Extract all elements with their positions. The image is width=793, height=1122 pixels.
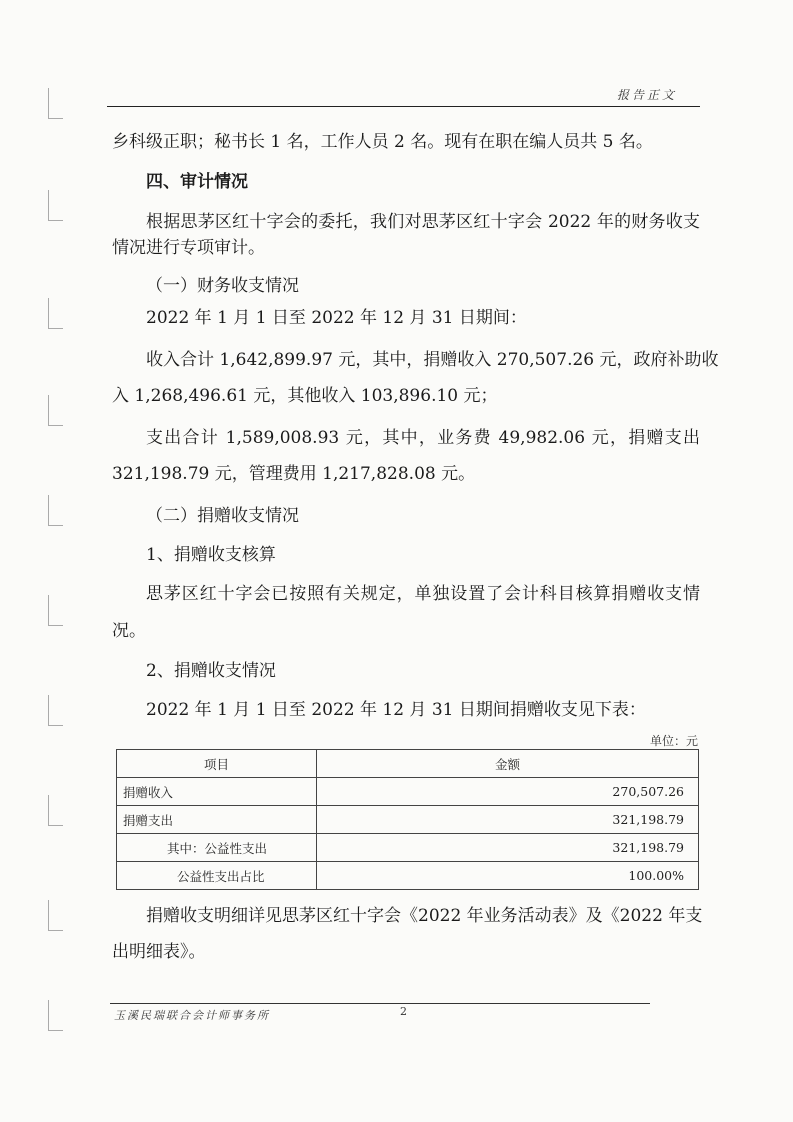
row-item: 捐赠收入 bbox=[117, 778, 317, 806]
binding-mark bbox=[48, 595, 63, 626]
table-row bbox=[117, 806, 699, 834]
binding-mark bbox=[48, 900, 63, 931]
column-header-amount: 金额 bbox=[317, 750, 699, 778]
footer-rule bbox=[110, 1003, 650, 1004]
binding-mark bbox=[48, 495, 63, 526]
row-item: 公益性支出占比 bbox=[117, 862, 317, 890]
row-amount: 270,507.26 bbox=[317, 778, 699, 806]
heading-financial: （一）财务收支情况 bbox=[146, 276, 299, 296]
row-amount: 100.00% bbox=[317, 862, 699, 890]
subheading-accounting: 1、捐赠收支核算 bbox=[146, 545, 276, 565]
paragraph-income-line1: 收入合计 1,642,899.97 元，其中，捐赠收入 270,507.26 元，政府补助收 bbox=[146, 350, 719, 370]
heading-audit: 四、审计情况 bbox=[146, 172, 248, 192]
table-row bbox=[117, 862, 699, 890]
row-item: 其中：公益性支出 bbox=[117, 834, 317, 862]
binding-mark bbox=[48, 1000, 63, 1031]
binding-mark bbox=[48, 190, 63, 221]
binding-mark bbox=[48, 695, 63, 726]
donation-table bbox=[116, 749, 699, 890]
paragraph-details-line2: 出明细表》。 bbox=[112, 942, 206, 962]
paragraph-entrust-line2: 情况进行专项审计。 bbox=[112, 238, 265, 258]
binding-mark bbox=[48, 395, 63, 426]
table-unit: 单位：元 bbox=[649, 734, 698, 748]
header-rule bbox=[107, 106, 700, 107]
paragraph-table-intro: 2022 年 1 月 1 日至 2022 年 12 月 31 日期间捐赠收支见下表： bbox=[146, 700, 646, 720]
row-amount: 321,198.79 bbox=[317, 806, 699, 834]
table-row bbox=[117, 834, 699, 862]
row-item: 捐赠支出 bbox=[117, 806, 317, 834]
row-amount: 321,198.79 bbox=[317, 834, 699, 862]
table-header-row bbox=[117, 750, 699, 778]
paragraph-income-line2: 入 1,268,496.61 元，其他收入 103,896.10 元； bbox=[112, 386, 498, 406]
binding-mark bbox=[48, 88, 63, 119]
paragraph-entrust-line1: 根据思茅区红十字会的委托，我们对思茅区红十字会 2022 年的财务收支 bbox=[146, 212, 700, 232]
paragraph-expense-line2: 321,198.79 元，管理费用 1,217,828.08 元。 bbox=[112, 464, 476, 484]
subheading-donation-status: 2、捐赠收支情况 bbox=[146, 661, 276, 681]
column-header-item: 项目 bbox=[117, 750, 317, 778]
table-row bbox=[117, 778, 699, 806]
footer-firm-name: 玉溪民瑞联合会计师事务所 bbox=[114, 1009, 270, 1022]
paragraph-expense-line1: 支出合计 1,589,008.93 元，其中，业务费 49,982.06 元，捐赠支出 bbox=[146, 428, 700, 448]
page-number: 2 bbox=[400, 1005, 407, 1018]
paragraph-accounting-line2: 况。 bbox=[112, 621, 146, 641]
paragraph-staff: 乡科级正职；秘书长 1 名，工作人员 2 名。现有在职在编人员共 5 名。 bbox=[112, 132, 653, 152]
paragraph-period: 2022 年 1 月 1 日至 2022 年 12 月 31 日期间： bbox=[146, 308, 527, 328]
header-label: 报告正文 bbox=[616, 88, 677, 102]
paragraph-details-line1: 捐赠收支明细详见思茅区红十字会《2022 年业务活动表》及《2022 年支 bbox=[146, 906, 703, 926]
heading-donation: （二）捐赠收支情况 bbox=[146, 506, 299, 526]
binding-mark bbox=[48, 795, 63, 826]
paragraph-accounting-line1: 思茅区红十字会已按照有关规定，单独设置了会计科目核算捐赠收支情 bbox=[146, 584, 700, 604]
binding-mark bbox=[48, 298, 63, 329]
